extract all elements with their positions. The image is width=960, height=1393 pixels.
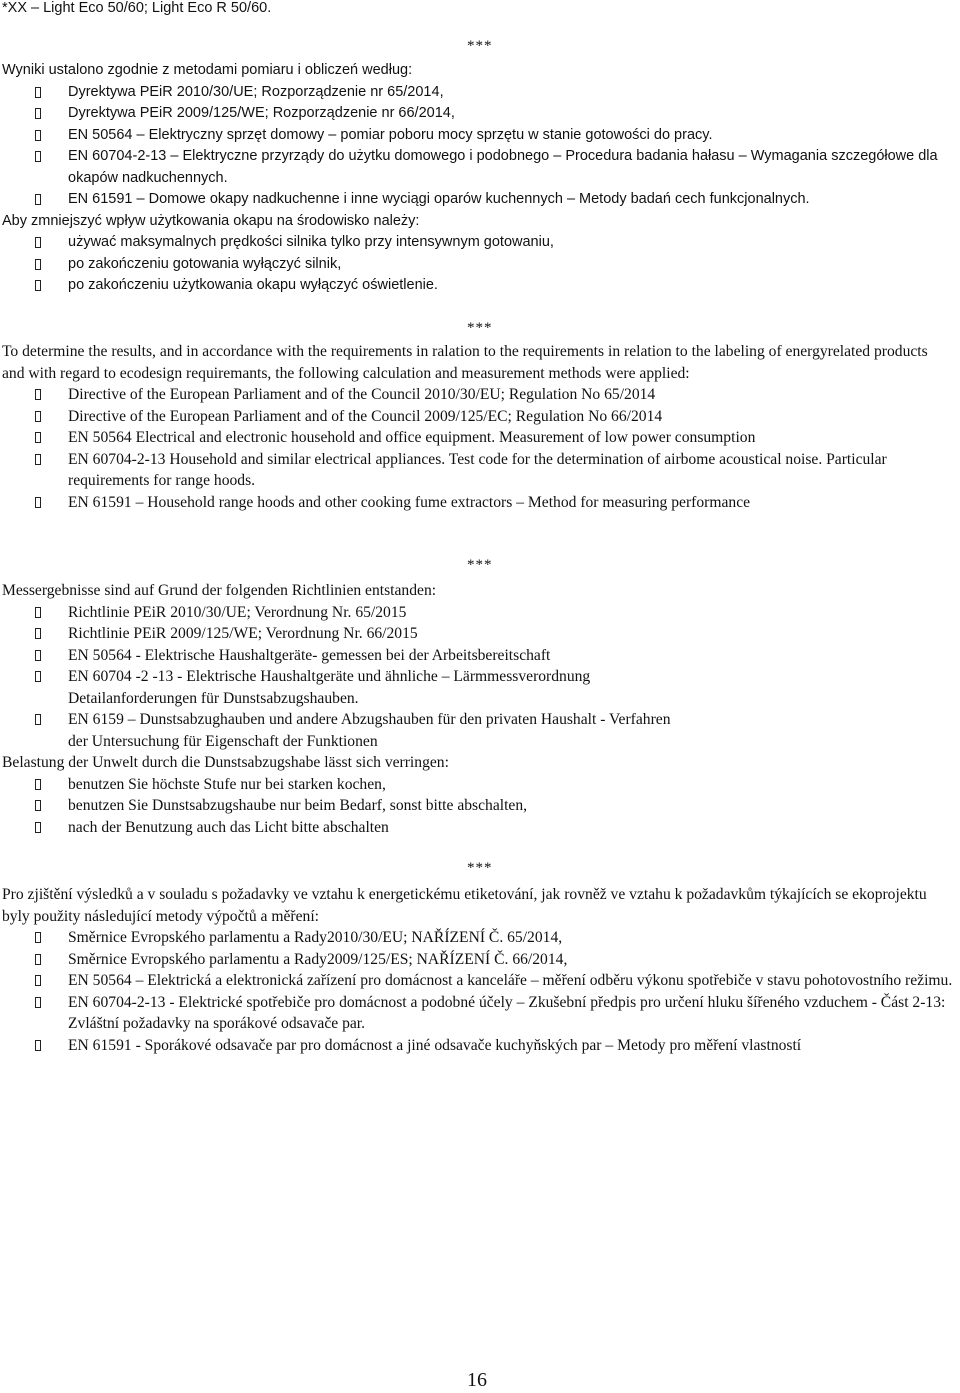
list-item: po zakończeniu gotowania wyłączyć silnik,: [2, 254, 954, 276]
bullet-icon: [35, 108, 41, 119]
list-item: Dyrektywa PEiR 2009/125/WE; Rozporządzenie nr 66/2014,: [2, 103, 954, 125]
section-intro: Belastung der Unwelt durch die Dunstsabzugshabe lässt sich verringen:: [2, 754, 449, 771]
section-intro: Aby zmniejszyć wpływ użytkowania okapu na środowisko należy:: [2, 212, 420, 229]
bullet-icon: [35, 194, 41, 205]
bullet-icon: [35, 259, 41, 270]
list-item: Dyrektywa PEiR 2010/30/UE; Rozporządzenie nr 65/2014,: [2, 82, 954, 104]
section-separator: ***: [467, 320, 493, 336]
page-number: 16: [467, 1369, 487, 1391]
bullet-icon: [35, 497, 41, 508]
list-item: EN 61591 – Domowe okapy nadkuchenne i inne wyciągi oparów kuchennych – Metody badań cech funkcjonalnych.: [2, 189, 954, 211]
bullet-icon: [35, 822, 41, 833]
list-item: Richtlinie PEiR 2009/125/WE; Verordnung Nr. 66/2015: [2, 623, 954, 645]
bullet-icon: [35, 714, 41, 725]
list-item: Směrnice Evropského parlamentu a Rady2010/30/EU; NAŘÍZENÍ Č. 65/2014,: [2, 927, 954, 949]
section-english: [2, 341, 954, 513]
bullet-icon: [35, 607, 41, 618]
bullet-icon: [35, 87, 41, 98]
list-item: nach der Benutzung auch das Licht bitte abschalten: [2, 817, 954, 839]
section-czech: [2, 884, 954, 1056]
list-item: używać maksymalnych prędkości silnika tylko przy intensywnym gotowaniu,: [2, 232, 954, 254]
list-item: EN 60704 -2 -13 - Elektrische Haushaltgeräte und ähnliche – Lärmmessverordnung Detailanforderungen für Dunstsabzugshauben.: [2, 666, 708, 709]
section-intro: Pro zjištění výsledků a v souladu s požadavky ve vztahu k energetickému etiketování, jak rovněž ve vztahu k požadavkům týkajících se ekoprojektu byly použity následující metody výpočtů a měření:: [2, 886, 927, 925]
bullet-icon: [35, 1040, 41, 1051]
list-item: EN 61591 – Household range hoods and other cooking fume extractors – Method for measuring performance: [2, 492, 954, 514]
section-separator: ***: [467, 860, 493, 876]
bullet-icon: [35, 454, 41, 465]
bullet-icon: [35, 389, 41, 400]
list-item: benutzen Sie Dunstsabzugshaube nur beim Bedarf, sonst bitte abschalten,: [2, 795, 954, 817]
bullet-icon: [35, 671, 41, 682]
section-german: [2, 580, 954, 838]
bullet-icon: [35, 779, 41, 790]
list-item: EN 50564 – Elektryczny sprzęt domowy – pomiar poboru mocy sprzętu w stanie gotowości do pracy.: [2, 125, 954, 147]
list-item: EN 60704-2-13 Household and similar electrical appliances. Test code for the determination of airbome acoustical noise. Particular requirements for range hoods.: [2, 449, 954, 492]
bullet-icon: [35, 237, 41, 248]
section-separator: ***: [467, 38, 493, 54]
bullet-icon: [35, 932, 41, 943]
method-list: [2, 927, 954, 1056]
list-item: Směrnice Evropského parlamentu a Rady2009/125/ES; NAŘÍZENÍ Č. 66/2014,: [2, 949, 954, 971]
bullet-icon: [35, 280, 41, 291]
method-list: [2, 82, 954, 211]
bullet-icon: [35, 411, 41, 422]
list-item: EN 6159 – Dunstsabzughauben und andere Abzugshauben für den privaten Haushalt - Verfahren der Untersuchung für Eigenschaft der Funktionen: [2, 709, 688, 752]
section-intro: Wyniki ustalono zgodnie z metodami pomiaru i obliczeń według:: [2, 62, 413, 78]
section-separator: ***: [467, 557, 493, 573]
list-item: Richtlinie PEiR 2010/30/UE; Verordnung Nr. 65/2015: [2, 602, 954, 624]
method-list: [2, 384, 954, 513]
section-intro: Messergebnisse sind auf Grund der folgenden Richtlinien entstanden:: [2, 582, 437, 599]
bullet-icon: [35, 130, 41, 141]
method-list: [2, 602, 954, 753]
list-item: Directive of the European Parliament and of the Council 2009/125/EC; Regulation No 66/2014: [2, 406, 954, 428]
list-item: EN 60704-2-13 - Elektrické spotřebiče pro domácnost a podobné účely – Zkušební předpis pro určení hluku šířeného vzduchem - Část 2-13: Zvláštní požadavky na sporákové odsavače par.: [2, 992, 954, 1035]
bullet-icon: [35, 997, 41, 1008]
list-item: EN 50564 Electrical and electronic household and office equipment. Measurement of low power consumption: [2, 427, 954, 449]
bullet-icon: [35, 432, 41, 443]
bullet-icon: [35, 151, 41, 162]
list-item: EN 61591 - Sporákové odsavače par pro domácnost a jiné odsavače kuchyňských par – Metody pro měření vlastností: [2, 1035, 954, 1057]
bullet-icon: [35, 650, 41, 661]
tips-list: [2, 774, 954, 839]
bullet-icon: [35, 975, 41, 986]
list-item: EN 60704-2-13 – Elektryczne przyrządy do użytku domowego i podobnego – Procedura badania hałasu – Wymagania szczegółowe dla okapów nadkuchennych.: [2, 146, 954, 189]
bullet-icon: [35, 954, 41, 965]
list-item: benutzen Sie höchste Stufe nur bei starken kochen,: [2, 774, 954, 796]
bullet-icon: [35, 628, 41, 639]
section-polish: [2, 60, 954, 297]
section-intro: To determine the results, and in accordance with the requirements in ralation to the requirements in relation to the labeling of energyrelated products and with regard to ecodesign requiremants, the following calculation and measurement methods were applied:: [2, 343, 928, 382]
model-note: *XX – Light Eco 50/60; Light Eco R 50/60.: [2, 0, 272, 16]
bullet-icon: [35, 800, 41, 811]
list-item: po zakończeniu użytkowania okapu wyłączyć oświetlenie.: [2, 275, 954, 297]
list-item: EN 50564 - Elektrische Haushaltgeräte- gemessen bei der Arbeitsbereitschaft: [2, 645, 954, 667]
list-item: Directive of the European Parliament and of the Council 2010/30/EU; Regulation No 65/2014: [2, 384, 954, 406]
tips-list: [2, 232, 954, 297]
list-item: EN 50564 – Elektrická a elektronická zařízení pro domácnost a kanceláře – měření odběru výkonu spotřebiče v stavu pohotovostního režimu.: [2, 970, 954, 992]
